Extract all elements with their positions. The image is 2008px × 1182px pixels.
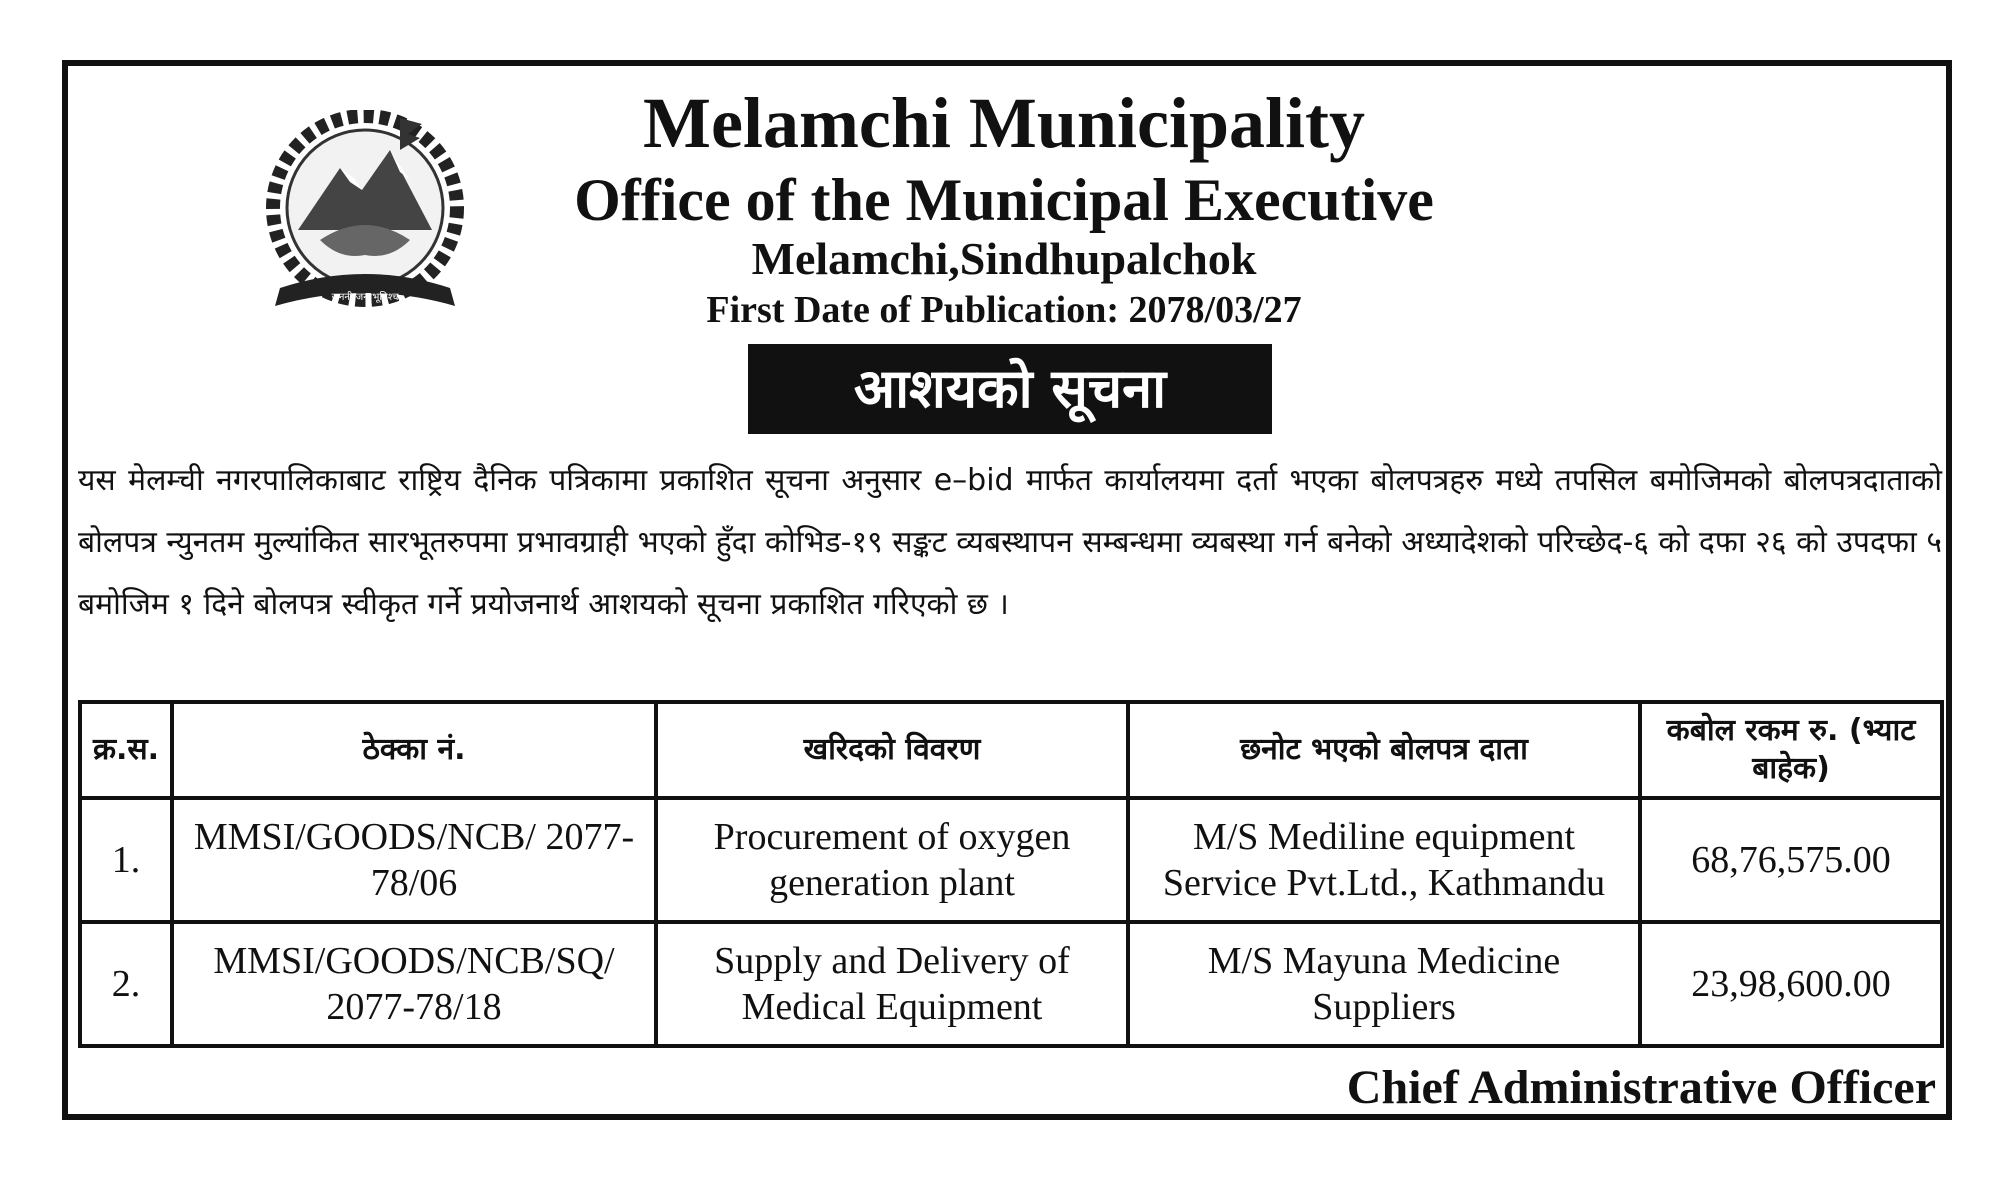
row-amount: 68,76,575.00 bbox=[1640, 798, 1942, 922]
notice-header bbox=[500, 80, 1508, 336]
row-description: Supply and Delivery of Medical Equipment bbox=[656, 922, 1128, 1046]
header-contract-no: ठेक्का नं. bbox=[172, 702, 656, 798]
header-description: खरिदको विवरण bbox=[656, 702, 1128, 798]
header-serial: क्र.स. bbox=[80, 702, 172, 798]
office-title: Office of the Municipal Executive bbox=[574, 167, 1434, 233]
table-row bbox=[80, 922, 1942, 1046]
row-serial: 1. bbox=[80, 798, 172, 922]
header-bidder: छनोट भएको बोलपत्र दाता bbox=[1128, 702, 1640, 798]
location-text: Melamchi,Sindhupalchok bbox=[751, 233, 1257, 284]
row-description: Procurement of oxygen generation plant bbox=[656, 798, 1128, 922]
notice-heading: आशयको सूचना bbox=[748, 344, 1272, 434]
notice-body: यस मेलम्ची नगरपालिकाबाट राष्ट्रिय दैनिक पत्रिकामा प्रकाशित सूचना अनुसार e–bid मार्फत कार्यालयमा दर्ता भएका बोलपत्रहरु मध्ये तपसिल बमोजिमको बोलपत्रदाताको बोलपत्र न्युनतम मुल्यांकित सारभूतरुपमा प्रभावग्राही भएको हुँदा कोभिड-१९ सङ्कट व्यबस्थापन सम्बन्धमा व्यबस्था गर्न बनेको अध्यादेशको परिच्छेद-६ को दफा २६ को उपदफा ५ बमोजिम १ दिने बोलपत्र स्वीकृत गर्ने प्रयोजनार्थ आशयको सूचना प्रकाशित गरिएको छ । bbox=[78, 463, 1942, 622]
publication-date: First Date of Publication: 2078/03/27 bbox=[706, 289, 1302, 331]
row-bidder: M/S Mayuna Medicine Suppliers bbox=[1128, 922, 1640, 1046]
row-contract-no: MMSI/GOODS/NCB/SQ/ 2077-78/18 bbox=[172, 922, 656, 1046]
table-header-row bbox=[80, 702, 1942, 798]
tender-table bbox=[78, 700, 1944, 1048]
nepal-government-emblem-icon bbox=[250, 110, 480, 320]
municipality-title: Melamchi Municipality bbox=[643, 83, 1365, 163]
emblem-motto: जननी जन्मभूमिश्च bbox=[331, 292, 399, 303]
row-bidder: M/S Mediline equipment Service Pvt.Ltd., Kathmandu bbox=[1128, 798, 1640, 922]
table-row bbox=[80, 798, 1942, 922]
signature: Chief Administrative Officer bbox=[1346, 1061, 1936, 1114]
row-amount: 23,98,600.00 bbox=[1640, 922, 1942, 1046]
row-contract-no: MMSI/GOODS/NCB/ 2077-78/06 bbox=[172, 798, 656, 922]
row-serial: 2. bbox=[80, 922, 172, 1046]
header-amount: कबोल रकम रु. (भ्याट बाहेक) bbox=[1640, 702, 1942, 798]
